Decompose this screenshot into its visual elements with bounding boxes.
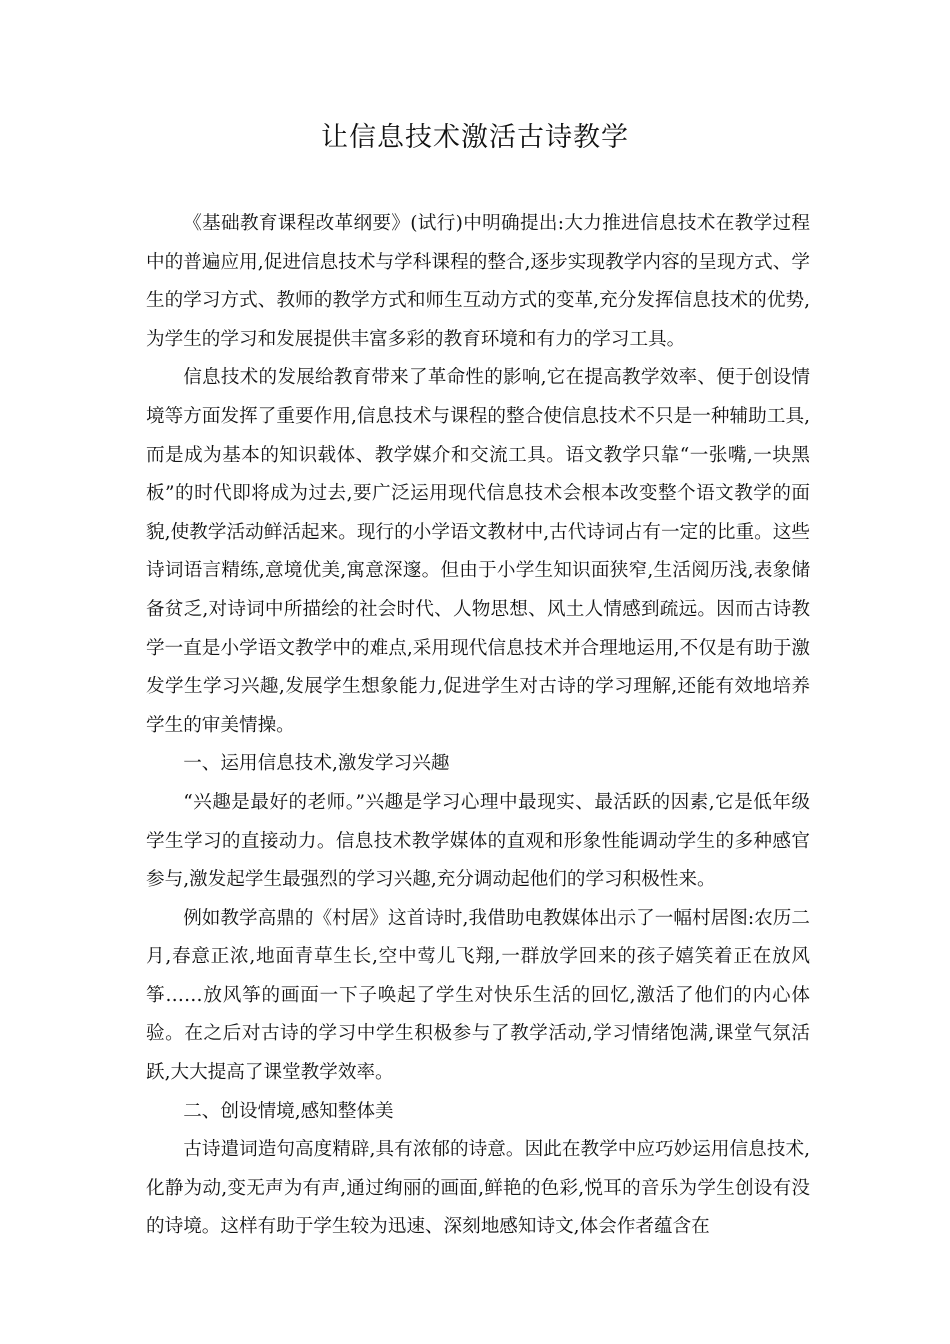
paragraph-context: 古诗遣词造句高度精辟,具有浓郁的诗意。因此在教学中应巧妙运用信息技术,化静为动,变无声为有声,通过绚丽的画面,鲜艳的色彩,悦耳的音乐为学生创设有没的诗境。这样有助于学生较为迅速、深刻地感知诗文,体会作者蕴含在 (146, 1139, 810, 1238)
document-title: 让信息技术激活古诗教学 (321, 122, 629, 153)
section-heading-2: 二、创设情境,感知整体美 (183, 1100, 394, 1122)
document-body (146, 205, 810, 1247)
paragraph-impact: 信息技术的发展给教育带来了革命性的影响,它在提高教学效率、便于创设情境等方面发挥了重要作用,信息技术与课程的整合使信息技术不只是一种辅助工具,而是成为基本的知识载体、教学媒介和交流工具。语文教学只靠“一张嘴,一块黑板”的时代即将成为过去,要广泛运用现代信息技术会根本改变整个语文教学的面貌,使教学活动鲜活起来。现行的小学语文教材中,古代诗词占有一定的比重。这些诗词语言精练,意境优美,寓意深邃。但由于小学生知识面狭窄,生活阅历浅,表象储备贫乏,对诗词中所描绘的社会时代、人物思想、风土人情感到疏远。因而古诗教学一直是小学语文教学中的难点,采用现代信息技术并合理地运用,不仅是有助于激发学生学习兴趣,发展学生想象能力,促进学生对古诗的学习理解,还能有效地培养学生的审美情操。 (146, 367, 810, 736)
paragraph-intro: 《基础教育课程改革纲要》(试行)中明确提出:大力推进信息技术在教学过程中的普遍应用,促进信息技术与学科课程的整合,逐步实现教学内容的呈现方式、学生的学习方式、教师的教学方式和师生互动方式的变革,充分发挥信息技术的优势,为学生的学习和发展提供丰富多彩的教育环境和有力的学习工具。 (146, 213, 810, 350)
paragraph-example: 例如教学高鼎的《村居》这首诗时,我借助电教媒体出示了一幅村居图:农历二月,春意正浓,地面青草生长,空中莺儿飞翔,一群放学回来的孩子嬉笑着正在放风筝……放风筝的画面一下子唤起了学生对快乐生活的回忆,激活了他们的内心体验。在之后对古诗的学习中学生积极参与了教学活动,学习情绪饱满,课堂气氛活跃,大大提高了课堂教学效率。 (146, 907, 810, 1084)
section-heading-1: 一、运用信息技术,激发学习兴趣 (183, 753, 450, 775)
paragraph-interest: “兴趣是最好的老师。”兴趣是学习心理中最现实、最活跃的因素,它是低年级学生学习的直接动力。信息技术教学媒体的直观和形象性能调动学生的多种感官参与,激发起学生最强烈的学习兴趣,充分调动起他们的学习积极性来。 (146, 791, 810, 891)
